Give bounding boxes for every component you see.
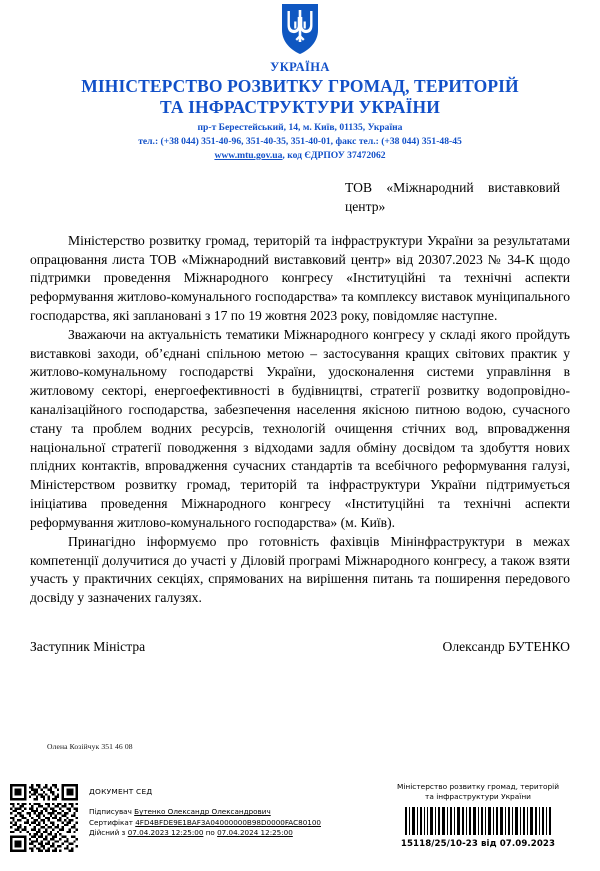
sed-details bbox=[89, 784, 321, 840]
executor-contact: Олена Козійчук 351 46 08 bbox=[47, 742, 133, 751]
signer-value: Бутенко Олександр Олександрович bbox=[134, 807, 271, 817]
registration-number: 15118/25/10-23 від 07.09.2023 bbox=[400, 838, 556, 849]
edrpou-code: , код ЄДРПОУ 37472062 bbox=[282, 149, 386, 161]
letterhead bbox=[0, 0, 600, 162]
validity-from: 07.04.2023 12:25:00 bbox=[127, 828, 204, 838]
paragraph-2: Зважаючи на актуальність тематики Міжнародного конгресу у складі якого пройдуть виставкові заходи, об’єднані спільною метою – застосування кращих світових практик у житлово-комунальному господарстві України, удосконалення системи управління в житловому секторі, енергоефективності в будівництві, стратегії розвитку водопровідно-каналізаційного господарства, забезпечення населення якісною питною водою, сучасного стану та проблем водних ресурсів, технологій очищення стічних вод, впровадження національної стратегії поводження з відходами задля обміну досвідом та здобуття нових плідних контактів, впровадження сучасних стандартів та всебічного реформування галузі, Міністерством розвитку громад, територій та інфраструктури України підтримується ініціатива проведення Міжнародного конгресу «Інституційні та технічні аспекти реформування житлово-комунального господарства» (м. Київ). bbox=[30, 326, 570, 530]
signer-label: Підписувач bbox=[89, 807, 132, 817]
letter-body bbox=[30, 232, 570, 608]
registration-org-line2: та інфраструктури України bbox=[425, 791, 531, 801]
ministry-name-line2: ТА ІНФРАСТРУКТУРИ УКРАЇНИ bbox=[160, 96, 440, 117]
country-name: УКРАЇНА bbox=[270, 60, 330, 74]
validity-to-label: по bbox=[205, 828, 215, 838]
website-link[interactable]: www.mtu.gov.ua bbox=[214, 149, 283, 161]
registration-org-line1: Міністерство розвитку громад, територій bbox=[396, 782, 560, 791]
certificate-row bbox=[89, 819, 321, 826]
validity-row bbox=[89, 829, 321, 836]
certificate-label: Сертифікат bbox=[89, 817, 133, 827]
footer bbox=[0, 782, 600, 871]
letterhead-contacts bbox=[0, 121, 600, 162]
ministry-name-line1: МІНІСТЕРСТВО РОЗВИТКУ ГРОМАД, ТЕРИТОРІЙ bbox=[81, 75, 519, 96]
website-and-edrpou bbox=[0, 149, 600, 163]
addressee-block: ТОВ «Міжнародний виставковий центр» bbox=[345, 180, 560, 215]
registration-stamp bbox=[360, 782, 596, 849]
certificate-value: 4FD4BFDE9E1BAF3A04000000B98D0000FAC80100 bbox=[135, 817, 321, 827]
ukraine-trident-emblem bbox=[282, 4, 318, 54]
validity-to: 07.04.2024 12:25:00 bbox=[217, 828, 293, 838]
sed-title: ДОКУМЕНТ СЕД bbox=[89, 787, 153, 796]
signer-name: Олександр БУТЕНКО bbox=[442, 638, 570, 654]
signature-block bbox=[30, 639, 570, 655]
electronic-signature-block bbox=[10, 784, 321, 852]
postal-address: пр-т Берестейський, 14, м. Київ, 01135, Україна bbox=[197, 122, 403, 134]
signer-row bbox=[89, 808, 321, 815]
validity-label: Дійсний з bbox=[89, 828, 126, 838]
signer-position: Заступник Міністра bbox=[30, 638, 146, 654]
qr-code[interactable] bbox=[10, 784, 78, 852]
phone-numbers: тел.: (+38 044) 351-40-96, 351-40-35, 351-40-01, факс тел.: (+38 044) 351-48-45 bbox=[138, 135, 462, 147]
barcode bbox=[403, 807, 553, 835]
paragraph-3: Принагідно інформуємо про готовність фахівців Мінінфраструктури в межах компетенції долучитися до участі у Діловій програмі Міжнародного конгресу, а також взяти участь у практичних секціях, спрямованих на вирішення питань та поширення передового досвіду у зазначених галузях. bbox=[30, 533, 570, 606]
paragraph-1: Міністерство розвитку громад, територій та інфраструктури України за результатами опрацювання листа ТОВ «Міжнародний виставковий центр» від 20307.2023 № 34-К щодо підтримки проведення Міжнародного конгресу «Інституційні та технічні аспекти реформування житлово-комунального господарства» та комплексу виставок муніципального господарства, які заплановані з 17 по 19 жовтня 2023 року, повідомляє наступне. bbox=[30, 232, 570, 323]
